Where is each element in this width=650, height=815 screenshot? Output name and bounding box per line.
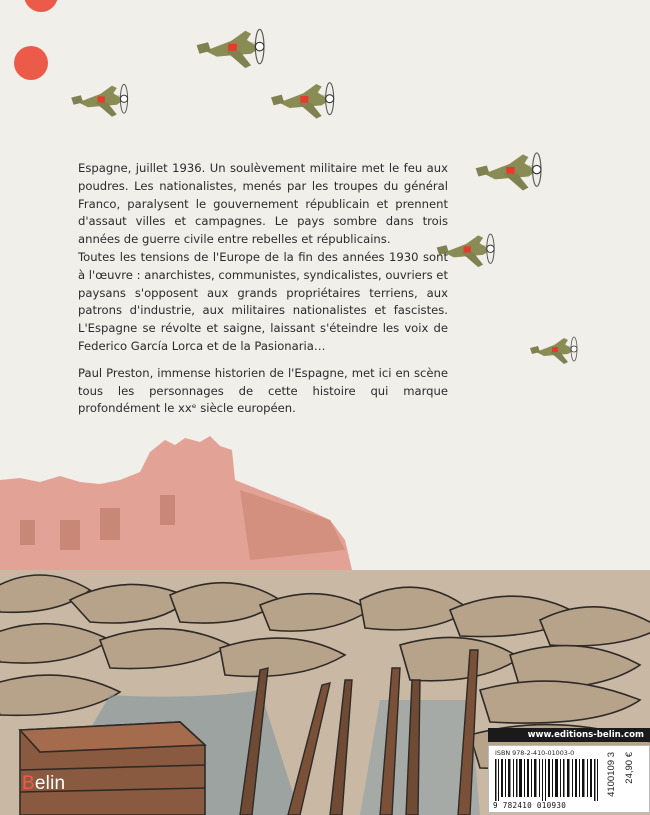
red-dot-top bbox=[24, 0, 58, 12]
barcode-digits: 9 782410 010930 bbox=[493, 801, 567, 810]
blurb-paragraph-1: Espagne, juillet 1936. Un soulèvement militaire met le feu aux poudres. Les nationalistes, menés par les troupes du général Franco, paralysent le gouvernement républicain et prennent d'assaut villes et campagnes. Le pays sombre dans trois années de guerre civile entre rebelles et républicains. bbox=[78, 161, 448, 247]
logo-first-letter: B bbox=[22, 773, 35, 794]
blurb-paragraph-3: Paul Preston, immense historien de l'Espagne, met ici en scène tous les personnages de cette histoire qui marque profondément le xxᵉ siècle européen. bbox=[78, 365, 448, 416]
plane-icon bbox=[64, 78, 136, 122]
publisher-website: www.editions-belin.com bbox=[488, 728, 650, 742]
ammo-crate bbox=[20, 722, 205, 815]
back-cover-blurb bbox=[78, 160, 448, 418]
plane-icon bbox=[466, 146, 552, 196]
plane-icon bbox=[262, 76, 344, 124]
blurb-paragraph-2: Toutes les tensions de l'Europe de la fin des années 1930 sont à l'œuvre : anarchistes, communistes, syndicalistes, ouvriers et paysans s'opposent aux grands propriétaires terriens, aux patrons d'industrie, aux militaires nationalistes et fascistes. L'Espagne se révolte et saigne, laissant s'éteindre les voix de Federico García Lorca et de la Pasionaria… bbox=[78, 249, 448, 353]
isbn-label: ISBN 978-2-410-01003-0 bbox=[495, 749, 575, 757]
plane-icon bbox=[524, 332, 584, 368]
price: 24,90 € bbox=[624, 752, 635, 784]
barcode-box bbox=[488, 745, 650, 813]
logo-rest: elin bbox=[34, 773, 66, 794]
product-code: 4100109 3 bbox=[606, 752, 617, 797]
plane-icon bbox=[188, 22, 274, 74]
barcode bbox=[495, 759, 599, 801]
publisher-logo bbox=[22, 773, 65, 795]
red-dot-upper bbox=[14, 46, 48, 80]
